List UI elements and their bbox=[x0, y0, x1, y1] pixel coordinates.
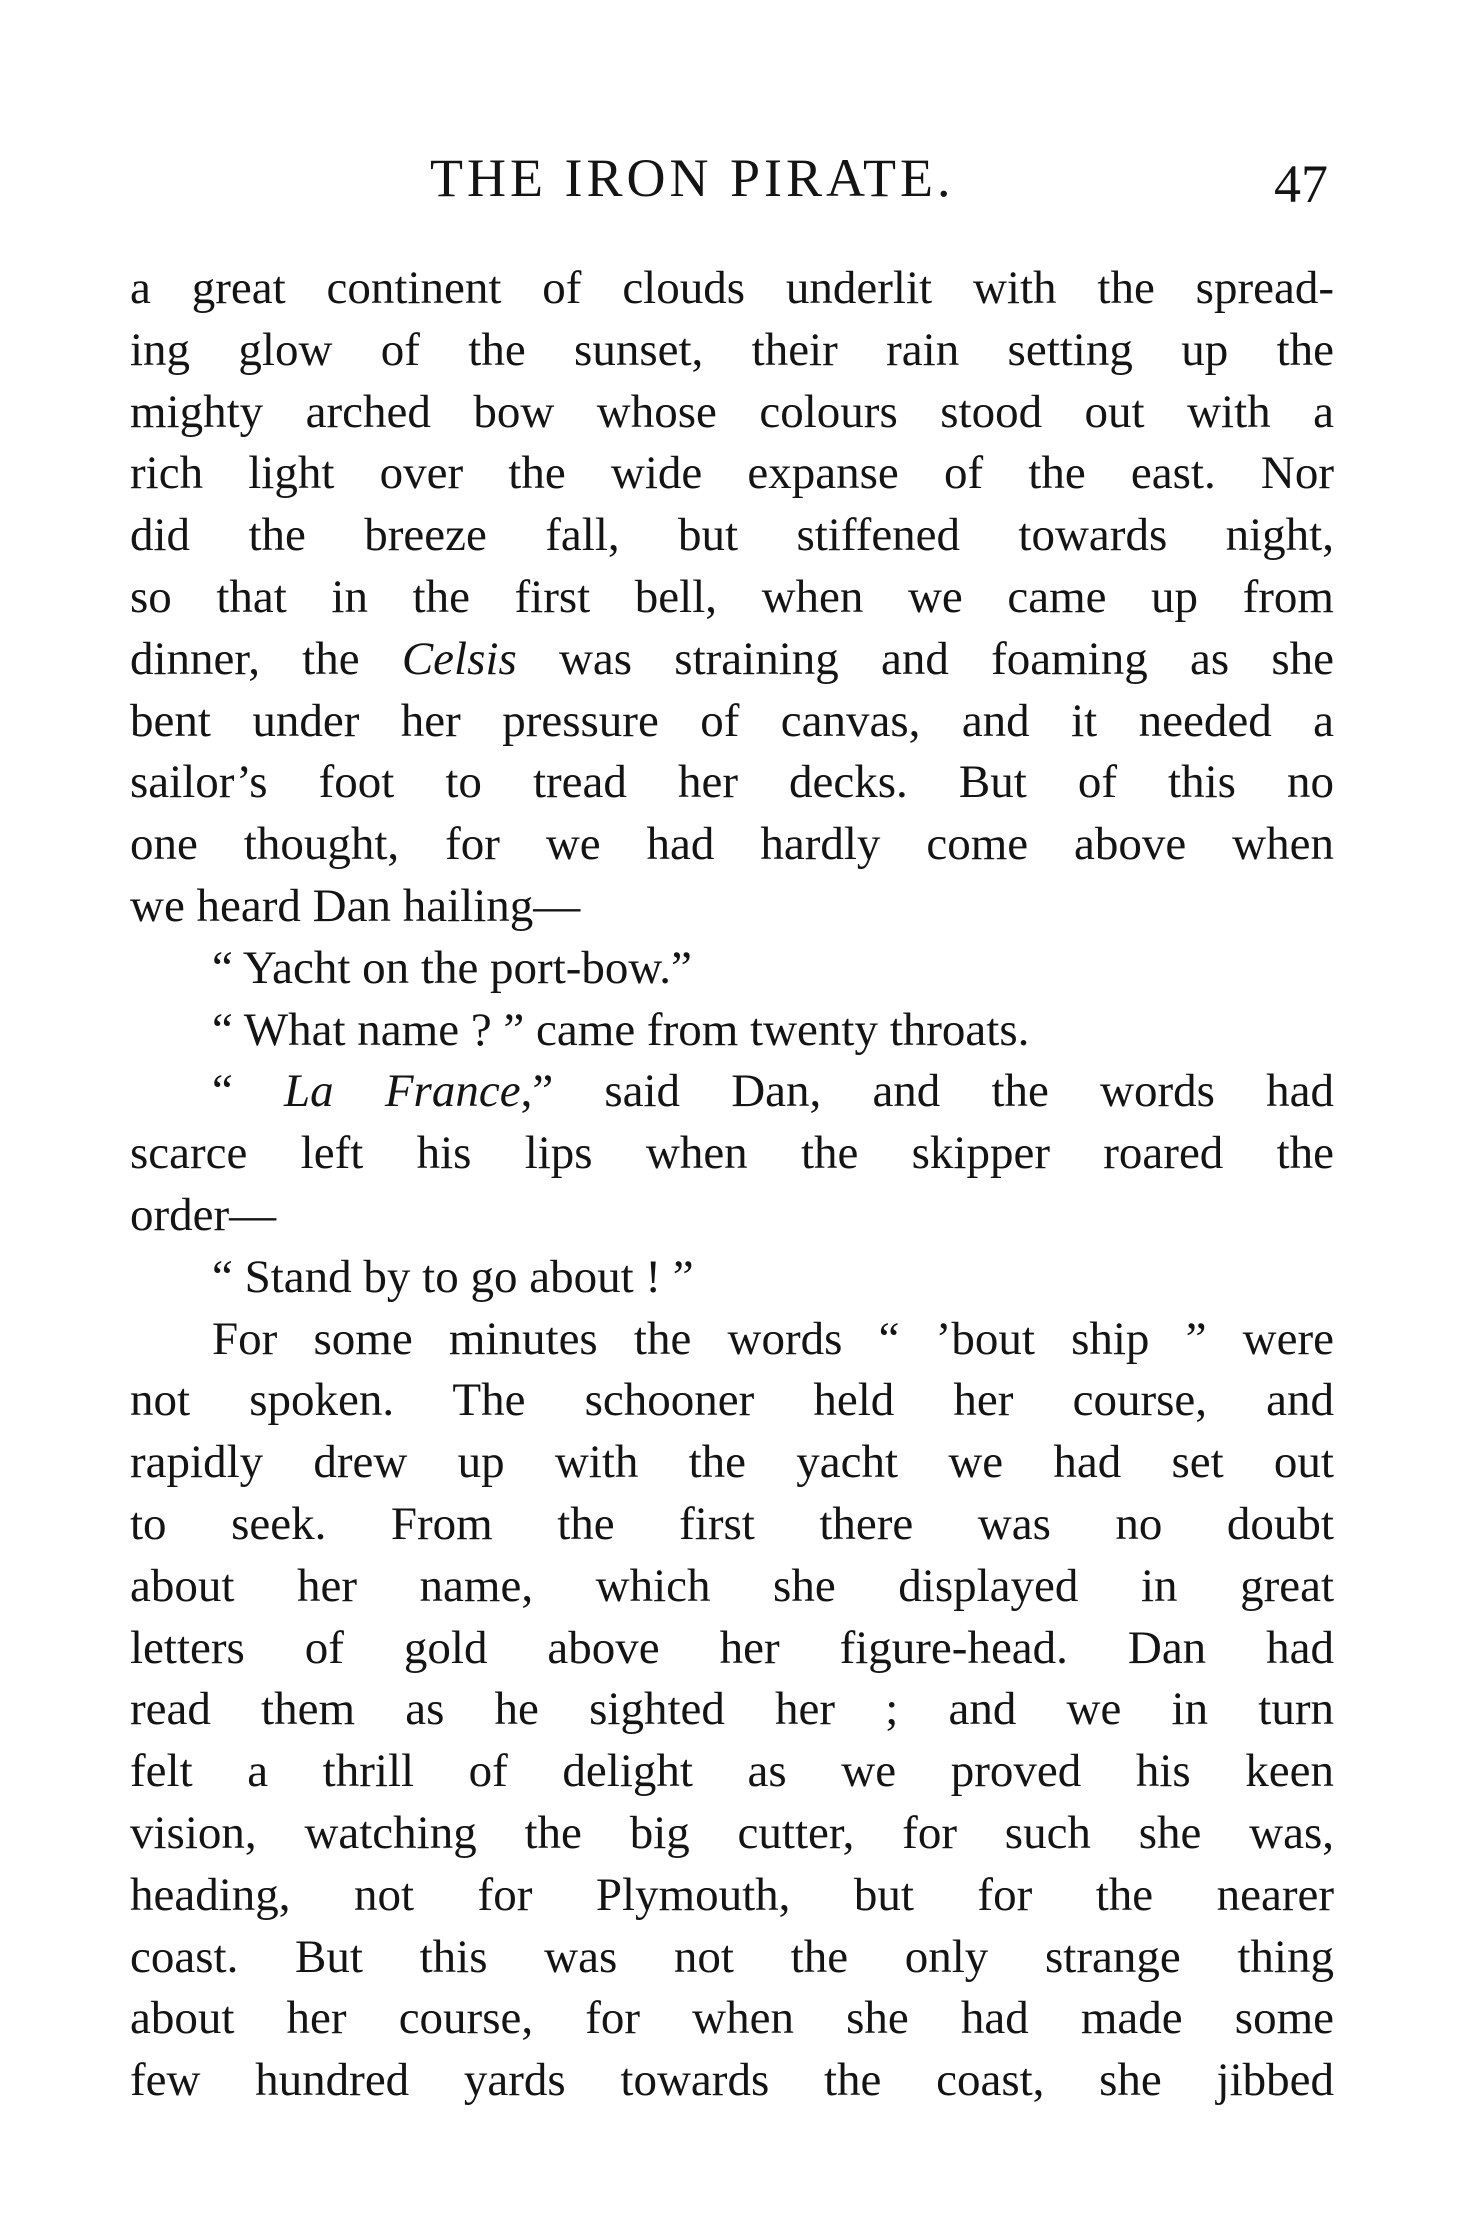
text-line: rich light over the wide expanse of the east. Nor bbox=[130, 447, 1334, 500]
ship-name-italic: Celsis bbox=[401, 632, 517, 685]
running-title: THE IRON PIRATE. bbox=[430, 148, 955, 208]
body-text bbox=[130, 258, 1334, 2112]
text-segment: dinner, the bbox=[130, 632, 402, 685]
dialogue-line: “ Yacht on the port-bow.” bbox=[212, 941, 692, 994]
text-line: ing glow of the sunset, their rain setting up the bbox=[130, 323, 1334, 376]
text-line: coast. But this was not the only strange thing bbox=[130, 1930, 1334, 1983]
text-segment: “ bbox=[212, 1065, 285, 1118]
text-line bbox=[130, 629, 1334, 691]
paragraph-start-line: For some minutes the words “ ’bout ship ” were bbox=[212, 1312, 1334, 1365]
text-line: not spoken. The schooner held her course, and bbox=[130, 1374, 1334, 1427]
text-line: one thought, for we had hardly come above when bbox=[130, 818, 1334, 871]
dialogue-line bbox=[130, 1061, 1334, 1123]
text-line: mighty arched bow whose colours stood out with a bbox=[130, 385, 1334, 438]
text-line: to seek. From the first there was no doubt bbox=[130, 1497, 1334, 1550]
text-line: we heard Dan hailing— bbox=[130, 879, 581, 932]
page-number: 47 bbox=[1274, 154, 1328, 214]
text-line: few hundred yards towards the coast, she jibbed bbox=[130, 2054, 1334, 2107]
text-line: felt a thrill of delight as we proved his keen bbox=[130, 1745, 1334, 1798]
text-line: rapidly drew up with the yacht we had set out bbox=[130, 1436, 1334, 1489]
text-segment: ,” said Dan, and the words had bbox=[520, 1065, 1334, 1118]
dialogue-line: “ Stand by to go about ! ” bbox=[212, 1250, 694, 1303]
text-line: so that in the first bell, when we came up from bbox=[130, 570, 1334, 623]
text-segment: was straining and foaming as she bbox=[516, 632, 1334, 685]
text-line: vision, watching the big cutter, for such she was, bbox=[130, 1806, 1334, 1859]
text-line: about her course, for when she had made some bbox=[130, 1992, 1334, 2045]
text-line: about her name, which she displayed in great bbox=[130, 1559, 1334, 1612]
text-line: a great continent of clouds underlit with the spread- bbox=[130, 262, 1334, 314]
text-line: order— bbox=[130, 1188, 277, 1241]
text-line: read them as he sighted her ; and we in turn bbox=[130, 1683, 1334, 1736]
text-line: heading, not for Plymouth, but for the nearer bbox=[130, 1868, 1334, 1921]
text-line: bent under her pressure of canvas, and it needed a bbox=[130, 694, 1334, 747]
dialogue-line: “ What name ? ” came from twenty throats. bbox=[212, 1003, 1030, 1056]
text-line: scarce left his lips when the skipper roared the bbox=[130, 1127, 1334, 1180]
text-line: sailor’s foot to tread her decks. But of this no bbox=[130, 756, 1334, 809]
text-line: did the breeze fall, but stiffened towards night, bbox=[130, 509, 1334, 562]
yacht-name-italic: La France bbox=[284, 1065, 521, 1118]
text-line: letters of gold above her figure-head. Dan had bbox=[130, 1621, 1334, 1674]
